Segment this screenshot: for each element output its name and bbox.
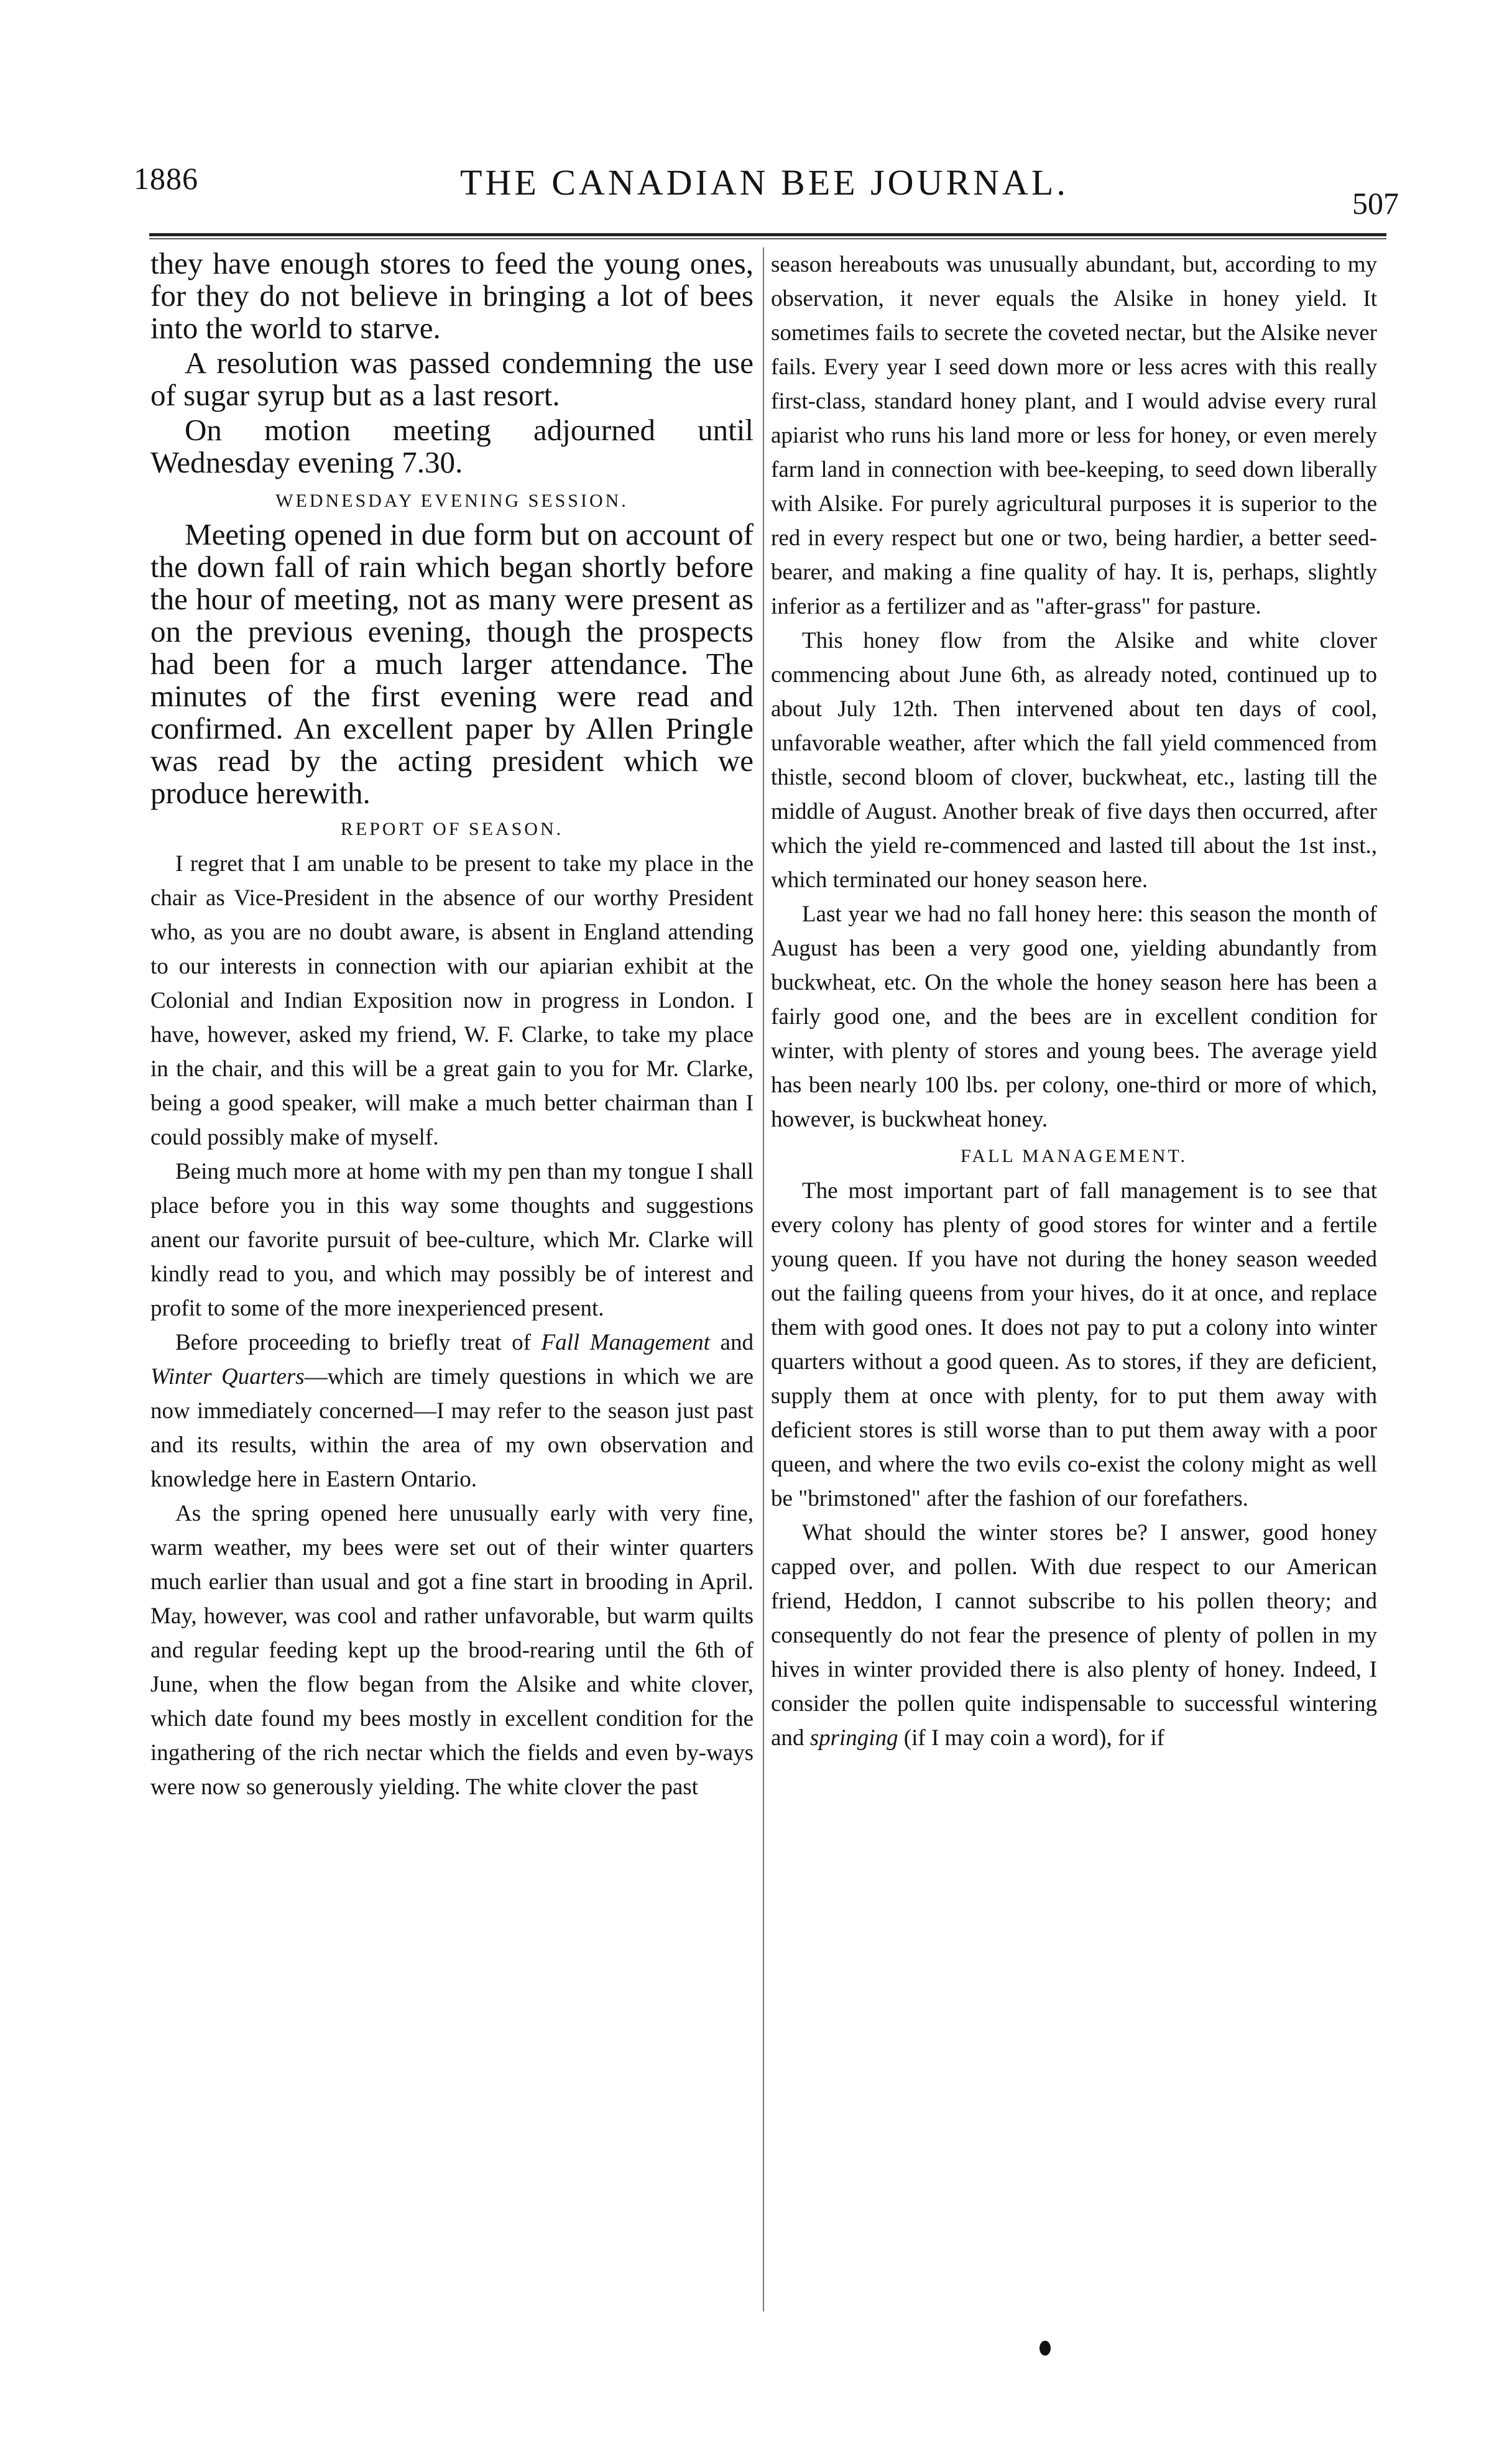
paragraph: Meeting opened in due form but on account of the down fall of rain which began shortly before the hour of meeting, not as many were present as on the previous evening, though the prospects had been for a much larger attendance. The minutes of the first evening were read and confirmed. An excellent paper by Allen Pringle was read by the acting president which we produce herewith.: [150, 517, 754, 810]
paragraph: I regret that I am unable to be present to take my place in the chair as Vice-President in the absence of our worthy President who, as you are no doubt aware, is absent in England attending to our interests in connection with our apiarian exhibit at the Colonial and Indian Exposition now in progress in London. I have, however, asked my friend, W. F. Clarke, to take my place in the chair, and this will be a great gain to you for Mr. Clarke, being a good speaker, will make a much better chairman than I could possibly make of myself.: [150, 851, 754, 1150]
right-column: [771, 247, 1377, 1755]
text-run: Before proceeding to briefly treat of: [175, 1330, 542, 1355]
paragraph: Last year we had no fall honey here: this season the month of August has been a very good one, yielding abundantly from buckwheat, etc. On the whole the honey season here has been a fairly good one, and the bees are in excellent condition for winter, with plenty of stores and young bees. The average yield has been nearly 100 lbs. per colony, one-third or more of which, however, is buckwheat honey.: [771, 901, 1377, 1132]
paragraph: season hereabouts was unusually abundant, but, according to my observation, it never equals the Alsike in honey yield. It sometimes fails to secrete the coveted nectar, but the Alsike never fails. Every year I seed down more or less acres with this really first-class, standard honey plant, and I would advise every rural apiarist who runs his land more or less for honey, or even merely farm land in connection with bee-keeping, to seed down liberally with Alsike. For purely agricultural purposes it is superior to the red in every respect but one or two, being hardier, a better seed-bearer, and making a fine quality of hay. It is, perhaps, slightly inferior as a fertilizer and as "after-grass" for pasture.: [771, 252, 1377, 619]
text-run: —which are timely questions in which we are now immediately concerned—I may refer to the season just past and its results, within the area of my own observation and knowledge here in Eastern Ontario.: [150, 1364, 754, 1492]
paragraph: they have enough stores to feed the young ones, for they do not believe in bringing a lot of bees into the world to starve.: [150, 246, 754, 345]
paragraph: [771, 1516, 1377, 1755]
italic-term: Fall Management: [541, 1330, 710, 1355]
paragraph: A resolution was passed condemning the use of sugar syrup but as a last resort.: [150, 346, 754, 412]
ink-dot-mark: [1040, 2341, 1051, 2356]
section-heading: WEDNESDAY EVENING SESSION.: [275, 491, 629, 511]
header-rule: [149, 233, 1386, 239]
running-head: [0, 160, 1512, 221]
page-number: 507: [1352, 186, 1399, 221]
section-heading: FALL MANAGEMENT.: [960, 1146, 1188, 1166]
paragraph: This honey flow from the Alsike and white clover commencing about June 6th, as already noted, continued up to about July 12th. Then intervened about ten days of cool, unfavorable weather, after which the fall yield commenced from thistle, second bloom of clover, buckwheat, etc., lasting till the middle of August. Another break of five days then occurred, after which the yield re-commenced and lasted till about the 1st inst., which terminated our honey season here.: [771, 628, 1377, 893]
left-column: [150, 247, 754, 1804]
text-run: (if I may coin a word), for if: [898, 1725, 1164, 1751]
paragraph: On motion meeting adjourned until Wednesday evening 7.30.: [150, 413, 754, 479]
paragraph: [150, 1325, 754, 1496]
journal-title: THE CANADIAN BEE JOURNAL.: [460, 162, 1069, 203]
italic-term: Winter Quarters: [150, 1364, 305, 1390]
italic-term: springing: [809, 1725, 898, 1751]
column-divider: [763, 247, 764, 2311]
header-year: 1886: [134, 161, 198, 196]
paragraph: As the spring opened here unusually early with very fine, warm weather, my bees were set out of their winter quarters much earlier than usual and got a fine start in brooding in April. May, however, was cool and rather unfavorable, but warm quilts and regular feeding kept up the brood-rearing until the 6th of June, when the flow began from the Alsike and white clover, which date found my bees mostly in excellent condition for the ingathering of the rich nectar which the fields and even by-ways were now so generously yielding. The white clover the past: [150, 1501, 754, 1800]
paragraph: The most important part of fall management is to see that every colony has plenty of good stores for winter and a fertile young queen. If you have not during the honey season weeded out the failing queens from your hives, do it at once, and replace them with good ones. It does not pay to put a colony into winter quarters without a good queen. As to stores, if they are deficient, supply them at once with plenty, for to put them away with deficient stores is still worse than to put them away with a poor queen, and where the two evils co-exist the colony might as well be "brimstoned" after the fashion of our forefathers.: [771, 1178, 1377, 1511]
text-run: What should the winter stores be? I answer, good honey capped over, and pollen. With due respect to our American friend, Heddon, I cannot subscribe to his pollen theory; and consequently do not fear the presence of plenty of pollen in my hives in winter provided there is also plenty of honey. Indeed, I consider the pollen quite indispensable to successful wintering and: [771, 1520, 1377, 1751]
paragraph: Being much more at home with my pen than my tongue I shall place before you in this way some thoughts and suggestions anent our favorite pursuit of bee-culture, which Mr. Clarke will kindly read to you, and which may possibly be of interest and profit to some of the more inexperienced present.: [150, 1159, 754, 1321]
text-run: and: [709, 1330, 754, 1355]
section-heading: REPORT OF SEASON.: [340, 819, 564, 839]
